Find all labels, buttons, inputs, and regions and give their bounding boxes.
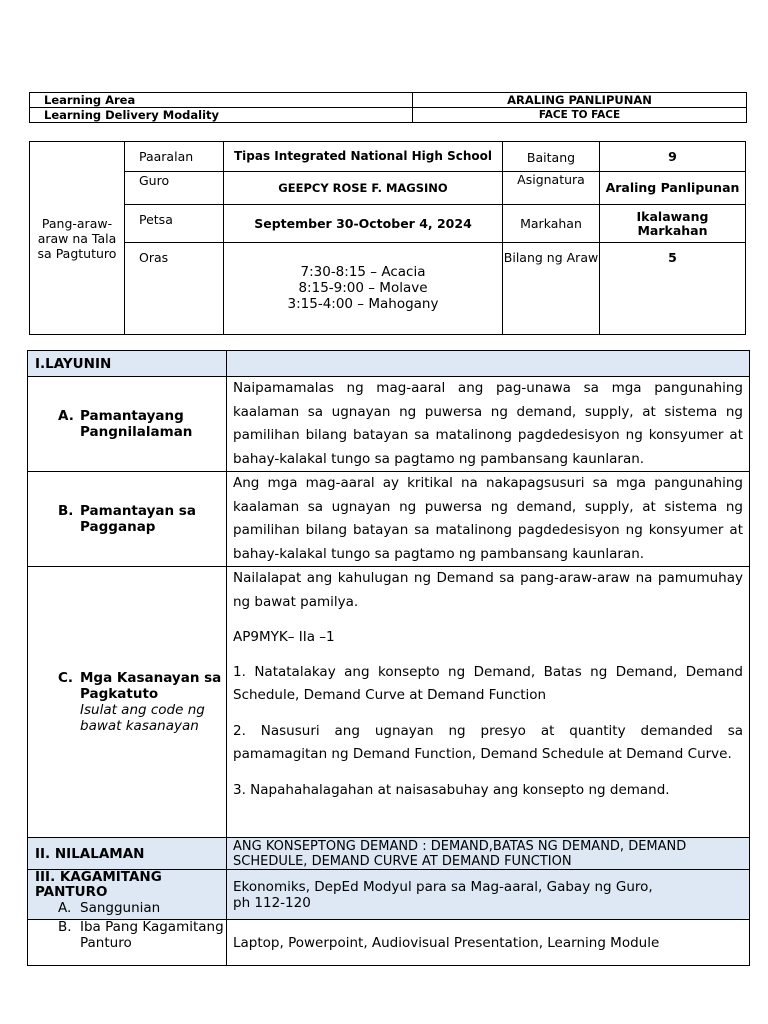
competencies-intro: Nailalapat ang kahulugan ng Demand sa pang-araw-araw na pamumuhay ng bawat pamilya.: [233, 570, 743, 610]
teacher-label: Guro: [125, 172, 224, 205]
objectives-heading: I.LAYUNIN: [28, 351, 227, 377]
modality-value: FACE TO FACE: [413, 108, 747, 123]
competencies-note: Isulat ang code ng bawat kasanayan: [80, 702, 205, 734]
performance-standard-label: B. Pamantayan sa Pagganap: [58, 503, 196, 535]
materials-heading: III. KAGAMITANG PANTURO: [35, 869, 162, 900]
subject-value: Araling Panlipunan: [600, 172, 746, 205]
header-info-table: [29, 141, 746, 335]
content-text: ANG KONSEPTONG DEMAND : DEMAND,BATAS NG DEMAND, DEMAND SCHEDULE, DEMAND CURVE AT DEMAND FUNCTION: [227, 838, 750, 870]
subject-label: Asignatura: [503, 172, 600, 205]
learning-area-table: [29, 92, 747, 123]
competency-code: AP9MYK– IIa –1: [233, 629, 335, 645]
lesson-plan-table: [27, 350, 750, 966]
days-value: 5: [600, 243, 746, 335]
competencies-label: C. Mga Kasanayan sa Pagkatuto Isulat ang code ng bawat kasanayan: [58, 670, 222, 734]
side-label: Pang-araw-araw na Tala sa Pagtuturo: [30, 142, 125, 335]
references-text: Ekonomiks, DepEd Modyul para sa Mag-aaral, Gabay ng Guro, ph 112-120: [227, 870, 750, 920]
time-label: Oras: [125, 243, 224, 335]
learning-area-label: Learning Area: [30, 93, 413, 108]
other-materials-label: B. Iba Pang Kagamitang Panturo: [58, 919, 224, 951]
teacher-value: GEEPCY ROSE F. MAGSINO: [224, 172, 503, 205]
quarter-value: Ikalawang Markahan: [600, 205, 746, 243]
references-label: A. Sanggunian: [58, 900, 161, 916]
grade-value: 9: [600, 142, 746, 172]
other-materials-text: Laptop, Powerpoint, Audiovisual Presentation, Learning Module: [227, 920, 750, 966]
modality-label: Learning Delivery Modality: [30, 108, 413, 123]
school-value: Tipas Integrated National High School: [224, 142, 503, 172]
content-heading: II. NILALAMAN: [28, 838, 227, 870]
content-standard-label: A. Pamantayang Pangnilalaman: [58, 408, 193, 440]
time-slot: 3:15-4:00 – Mahogany: [287, 296, 439, 312]
grade-label: Baitang: [503, 142, 600, 172]
quarter-label: Markahan: [503, 205, 600, 243]
competencies-content: [227, 567, 750, 838]
competency-item: 2. Nasusuri ang ugnayan ng presyo at quantity demanded sa pamamagitan ng Demand Function, Demand Schedule at Demand Curve.: [233, 722, 743, 762]
content-standard-text: Naipamamalas ng mag-aaral ang pag-unawa sa mga pangunahing kaalaman sa ugnayan ng puwersa ng demand, supply, at sistema ng pamilihan bilang batayan sa matalinong pagdedesisyon ng konsyumer at bahay-kalakal tungo sa pagtamo ng pambansang kaunlaran.: [227, 377, 750, 472]
objectives-heading-blank: [227, 351, 750, 377]
time-list: [224, 243, 503, 335]
date-value: September 30-October 4, 2024: [224, 205, 503, 243]
competency-item: 3. Napahahalagahan at naisasabuhay ang konsepto ng demand.: [233, 781, 670, 798]
time-slot: 8:15-9:00 – Molave: [298, 280, 428, 296]
competency-item: 1. Natatalakay ang konsepto ng Demand, Batas ng Demand, Demand Schedule, Demand Curve at Demand Function: [233, 663, 743, 703]
time-slot: 7:30-8:15 – Acacia: [300, 264, 426, 280]
days-label: Bilang ng Araw: [503, 243, 600, 335]
date-label: Petsa: [125, 205, 224, 243]
learning-area-value: ARALING PANLIPUNAN: [413, 93, 747, 108]
school-label: Paaralan: [125, 142, 224, 172]
performance-standard-text: Ang mga mag-aaral ay kritikal na nakapagsusuri sa mga pangunahing kaalaman sa ugnayan ng puwersa ng demand, supply, at sistema ng pamilihan bilang batayan sa matalinong pagdedesisyon ng konsyumer at bahay-kalakal tungo sa pagtamo ng pambansang kaunlaran.: [227, 472, 750, 567]
